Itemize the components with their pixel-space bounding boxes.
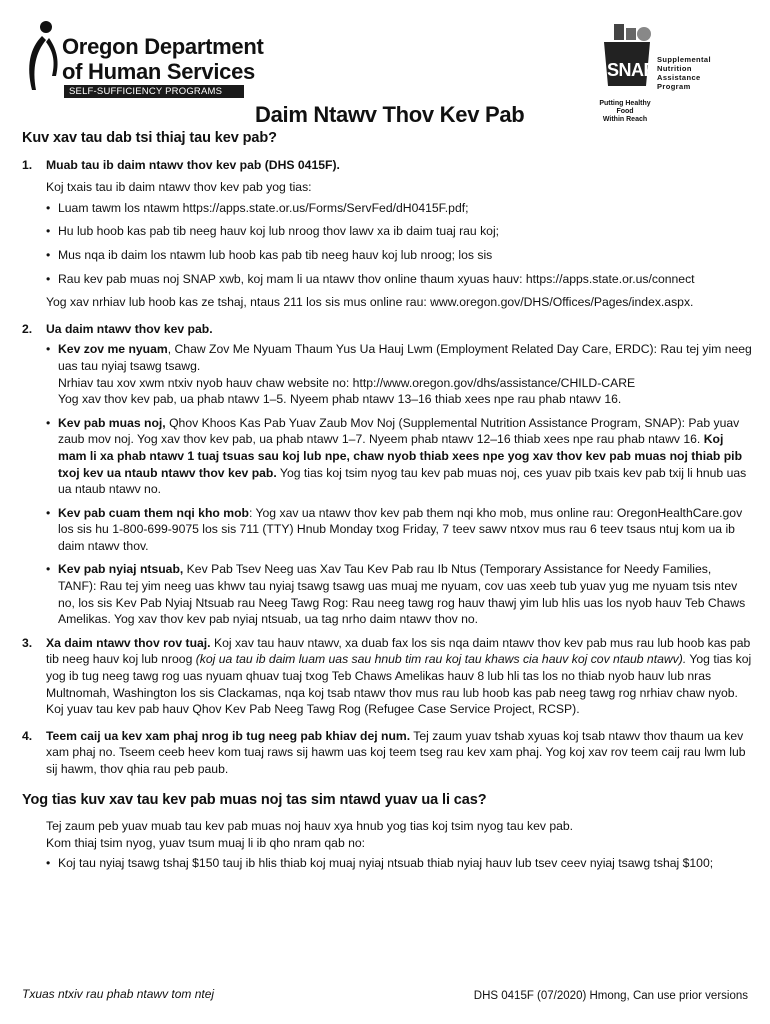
odhs-figure-logo [22, 20, 64, 98]
section2-question: Yog tias kuv xav tau kev pab muas noj tas sim ntawd yuav ua li cas? [22, 791, 487, 808]
bullet-text: : Yog xav ua ntawv thov kev pab them nqi kho mob, mus online rau: OregonHealthCare.gov los sis hu 1-800-699-9075 los sis 711 (TTY) Hnub Monday txog Friday, 7 teev sawv ntxov mus rau 6 teev tsaus ntuj kom ua ib daim ntawv thov. [58, 505, 743, 553]
list-item: • Luam tawm los ntawm https://apps.state.or.us/Forms/ServFed/dH0415F.pdf; [46, 200, 752, 217]
bullet-text: Kev Pab Tsev Neeg uas Xav Tau Kev Pab rau Ib Ntus (Temporary Assistance for Needy Families, TANF): Rau tej yim neeg uas khwv tau nyiaj tsawg tsawg uas muaj me nyuam, cov uas xeeb tub yuav yug me nyuam tsis ntev no, los sis Kev Pab Nyiaj Ntsuab rau Neeg Tawg Rog: Rau neeg tawg rog hauv thawj yim lub hlis uas los nyob hauv Teb Chaws Amelikas. Yog xav thov kev pab nyiaj ntsuab, ua tag nrho daim ntawv thov no. [58, 562, 746, 627]
step-2 [22, 321, 752, 628]
bullet-heading: Kev pab nyiaj ntsuab, [58, 562, 184, 577]
list-item-snap [46, 415, 752, 498]
bullet-text: Qhov Khoos Kas Pab Yuav Zaub Mov Noj (Supplemental Nutrition Assistance Program, SNAP): Pab yuav zaub mov noj. Yog xav thov kev pab, ua phab ntawv 1–7. Nyeem phab ntawv 12–16 thiab xees npe rau phab ntawv 16. [58, 415, 740, 447]
snap-tagline [590, 100, 660, 124]
step-title: Teem caij ua kev xam phaj nrog ib tug neeg pab khiav dej num. [46, 728, 411, 743]
snap-logo [590, 22, 760, 122]
step-text: Koj xav tau hauv ntawv, xa duab fax los sis nqa daim ntawv thov kev pab mus rau lub hoob kas pab tib neeg hauv koj lub nroog [46, 635, 751, 667]
bullet-emphasis: Koj mam li xa phab ntawv 1 tuaj tsuas sau koj lub npe, chaw nyob thiab xees npe yog xav thov kev pab muas noj thiab pib txoj kev ua ntaub ntawv thov kev pab. [58, 432, 743, 480]
step-title: Xa daim ntawv thov rov tuaj. [46, 635, 211, 650]
step-text: Tej zaum yuav tshab xyuas koj tsab ntawv thov thaum ua kev xam phaj no. Tseem ceeb heev kom tuaj raws sij hawm uas koj teem tseg rau kev xam phaj. Yog koj xav rov teem caij rau lwm lub sij hawm, thov qhia rau peb paub. [46, 728, 746, 776]
org-name [62, 34, 263, 84]
org-name-line2: of Human Services [62, 59, 255, 84]
snap-text-line: Supplemental [657, 55, 711, 64]
bullet-text: , Chaw Zov Me Nyuam Thaum Yus Ua Hauj Lwm (Employment Related Day Care, ERDC): Rau tej yim neeg uas tau nyiaj tsawg tsawg. [58, 342, 752, 373]
list-item-child-care [46, 341, 752, 407]
section2-line: Tej zaum peb yuav muab tau kev pab muas noj hauv xya hnub yog tias koj tsim nyog tau kev pab. [46, 819, 574, 834]
step3-text [46, 635, 752, 718]
snap-text-line: Assistance [657, 73, 701, 82]
step-intro: Koj txais tau ib daim ntawv thov kev pab yog tias: [46, 180, 312, 195]
list-item: • Koj tau nyiaj tsawg tshaj $150 tauj ib hlis thiab koj muaj nyiaj ntsuab thiab nyiaj hauv lub tsev ceev nyiaj tsawg tshaj $100; [46, 855, 752, 872]
bullet-text: Yog tias koj tsim nyog tau kev pab muas noj, ces yuav pib txais kev pab txij li hnub uas ua ntaub ntawv no. [58, 465, 747, 497]
step-number: 3. [22, 635, 33, 650]
step-title: Ua daim ntawv thov kev pab. [46, 321, 213, 336]
section2-body [22, 818, 752, 872]
step-title: Muab tau ib daim ntawv thov kev pab (DHS 0415F). [46, 157, 340, 172]
snap-tagline-line1: Putting Healthy Food [599, 100, 651, 115]
step4-text [46, 728, 752, 778]
snap-badge: SNAP [607, 60, 656, 80]
section2-bullets [46, 855, 752, 872]
list-item: • Mus nqa ib daim los ntawm lub hoob kas pab tib neeg hauv koj lub nroog; los sis [46, 247, 752, 264]
footer-form-number: DHS 0415F (07/2020) Hmong, Can use prior versions [473, 990, 748, 1002]
step1-bullets [46, 200, 752, 287]
step-number: 1. [22, 157, 33, 172]
footer-continued-note: Txuas ntxiv rau phab ntawv tom ntej [22, 987, 215, 1001]
snap-program-text [657, 55, 711, 91]
step-number: 2. [22, 321, 33, 336]
step-3 [22, 635, 752, 718]
step-italic: (koj ua tau ib daim luam uas sau hnub tim rau koj tau khaws cia hauv koj cov ntaub ntawv). [195, 652, 687, 667]
section1-question: Kuv xav tau dab tsi thiaj tau kev pab? [22, 130, 277, 146]
bullet-heading: Kev zov me nyuam [58, 342, 168, 357]
bullet-heading: Kev pab muas noj, [58, 415, 166, 430]
list-item: • Hu lub hoob kas pab tib neeg hauv koj lub nroog thov lawv xa ib daim tuaj rau koj; [46, 223, 752, 240]
snap-tagline-line2: Within Reach [602, 116, 648, 123]
program-bar: SELF-SUFFICIENCY PROGRAMS [64, 85, 244, 98]
snap-text-line: Program [657, 82, 691, 91]
section2-line: Kom thiaj tsim nyog, yuav tsum muaj li ib qho nram qab no: [46, 835, 366, 850]
list-item-medical [46, 505, 752, 555]
step-1 [22, 157, 752, 311]
step-text: Yog tias koj yog ib tug neeg tawg rog uas nyuam qhuav tuaj txog Teb Chaws Amelikas hauv 8 lub hli tas los no thiab nyob hauv lub nras Multnomah, Washington los sis Clackamas, nqa koj tsab ntawv thov mus rau lub hoob kas pab neeg tawg rog nrhiav chaw nyob. Koj yuav tau kev pab hauv Qhov Kev Pab Neeg Tawg Rog (Refugee Case Service Project, RCSP). [46, 652, 752, 717]
document-body [22, 130, 752, 879]
bullet-heading: Kev pab cuam them nqi kho mob [58, 505, 249, 520]
step-4 [22, 728, 752, 778]
list-item-cash [46, 561, 752, 627]
step1-after: Yog xav nrhiav lub hoob kas ze tshaj, ntaus 211 los sis mus online rau: www.oregon.gov/DHS/Offices/Pages/index.aspx. [46, 295, 694, 310]
document-title: Daim Ntawv Thov Kev Pab [255, 102, 525, 127]
step2-bullets [46, 341, 752, 628]
snap-text-line: Nutrition [657, 64, 692, 73]
bullet-line: Yog xav thov kev pab, ua phab ntawv 1–5. Nyeem phab ntawv 13–16 thiab xees npe rau phab ntawv 16. [58, 392, 622, 407]
page-header [0, 0, 770, 130]
bullet-line: Nrhiav tau xov xwm ntxiv nyob hauv chaw website no: http://www.oregon.gov/dhs/assistance/CHILD-CARE [58, 375, 636, 390]
step-number: 4. [22, 728, 33, 743]
list-item: • Rau kev pab muas noj SNAP xwb, koj mam li ua ntawv thov online thaum xyuas hauv: https://apps.state.or.us/connect [46, 271, 752, 288]
org-name-line1: Oregon Department [62, 34, 264, 59]
